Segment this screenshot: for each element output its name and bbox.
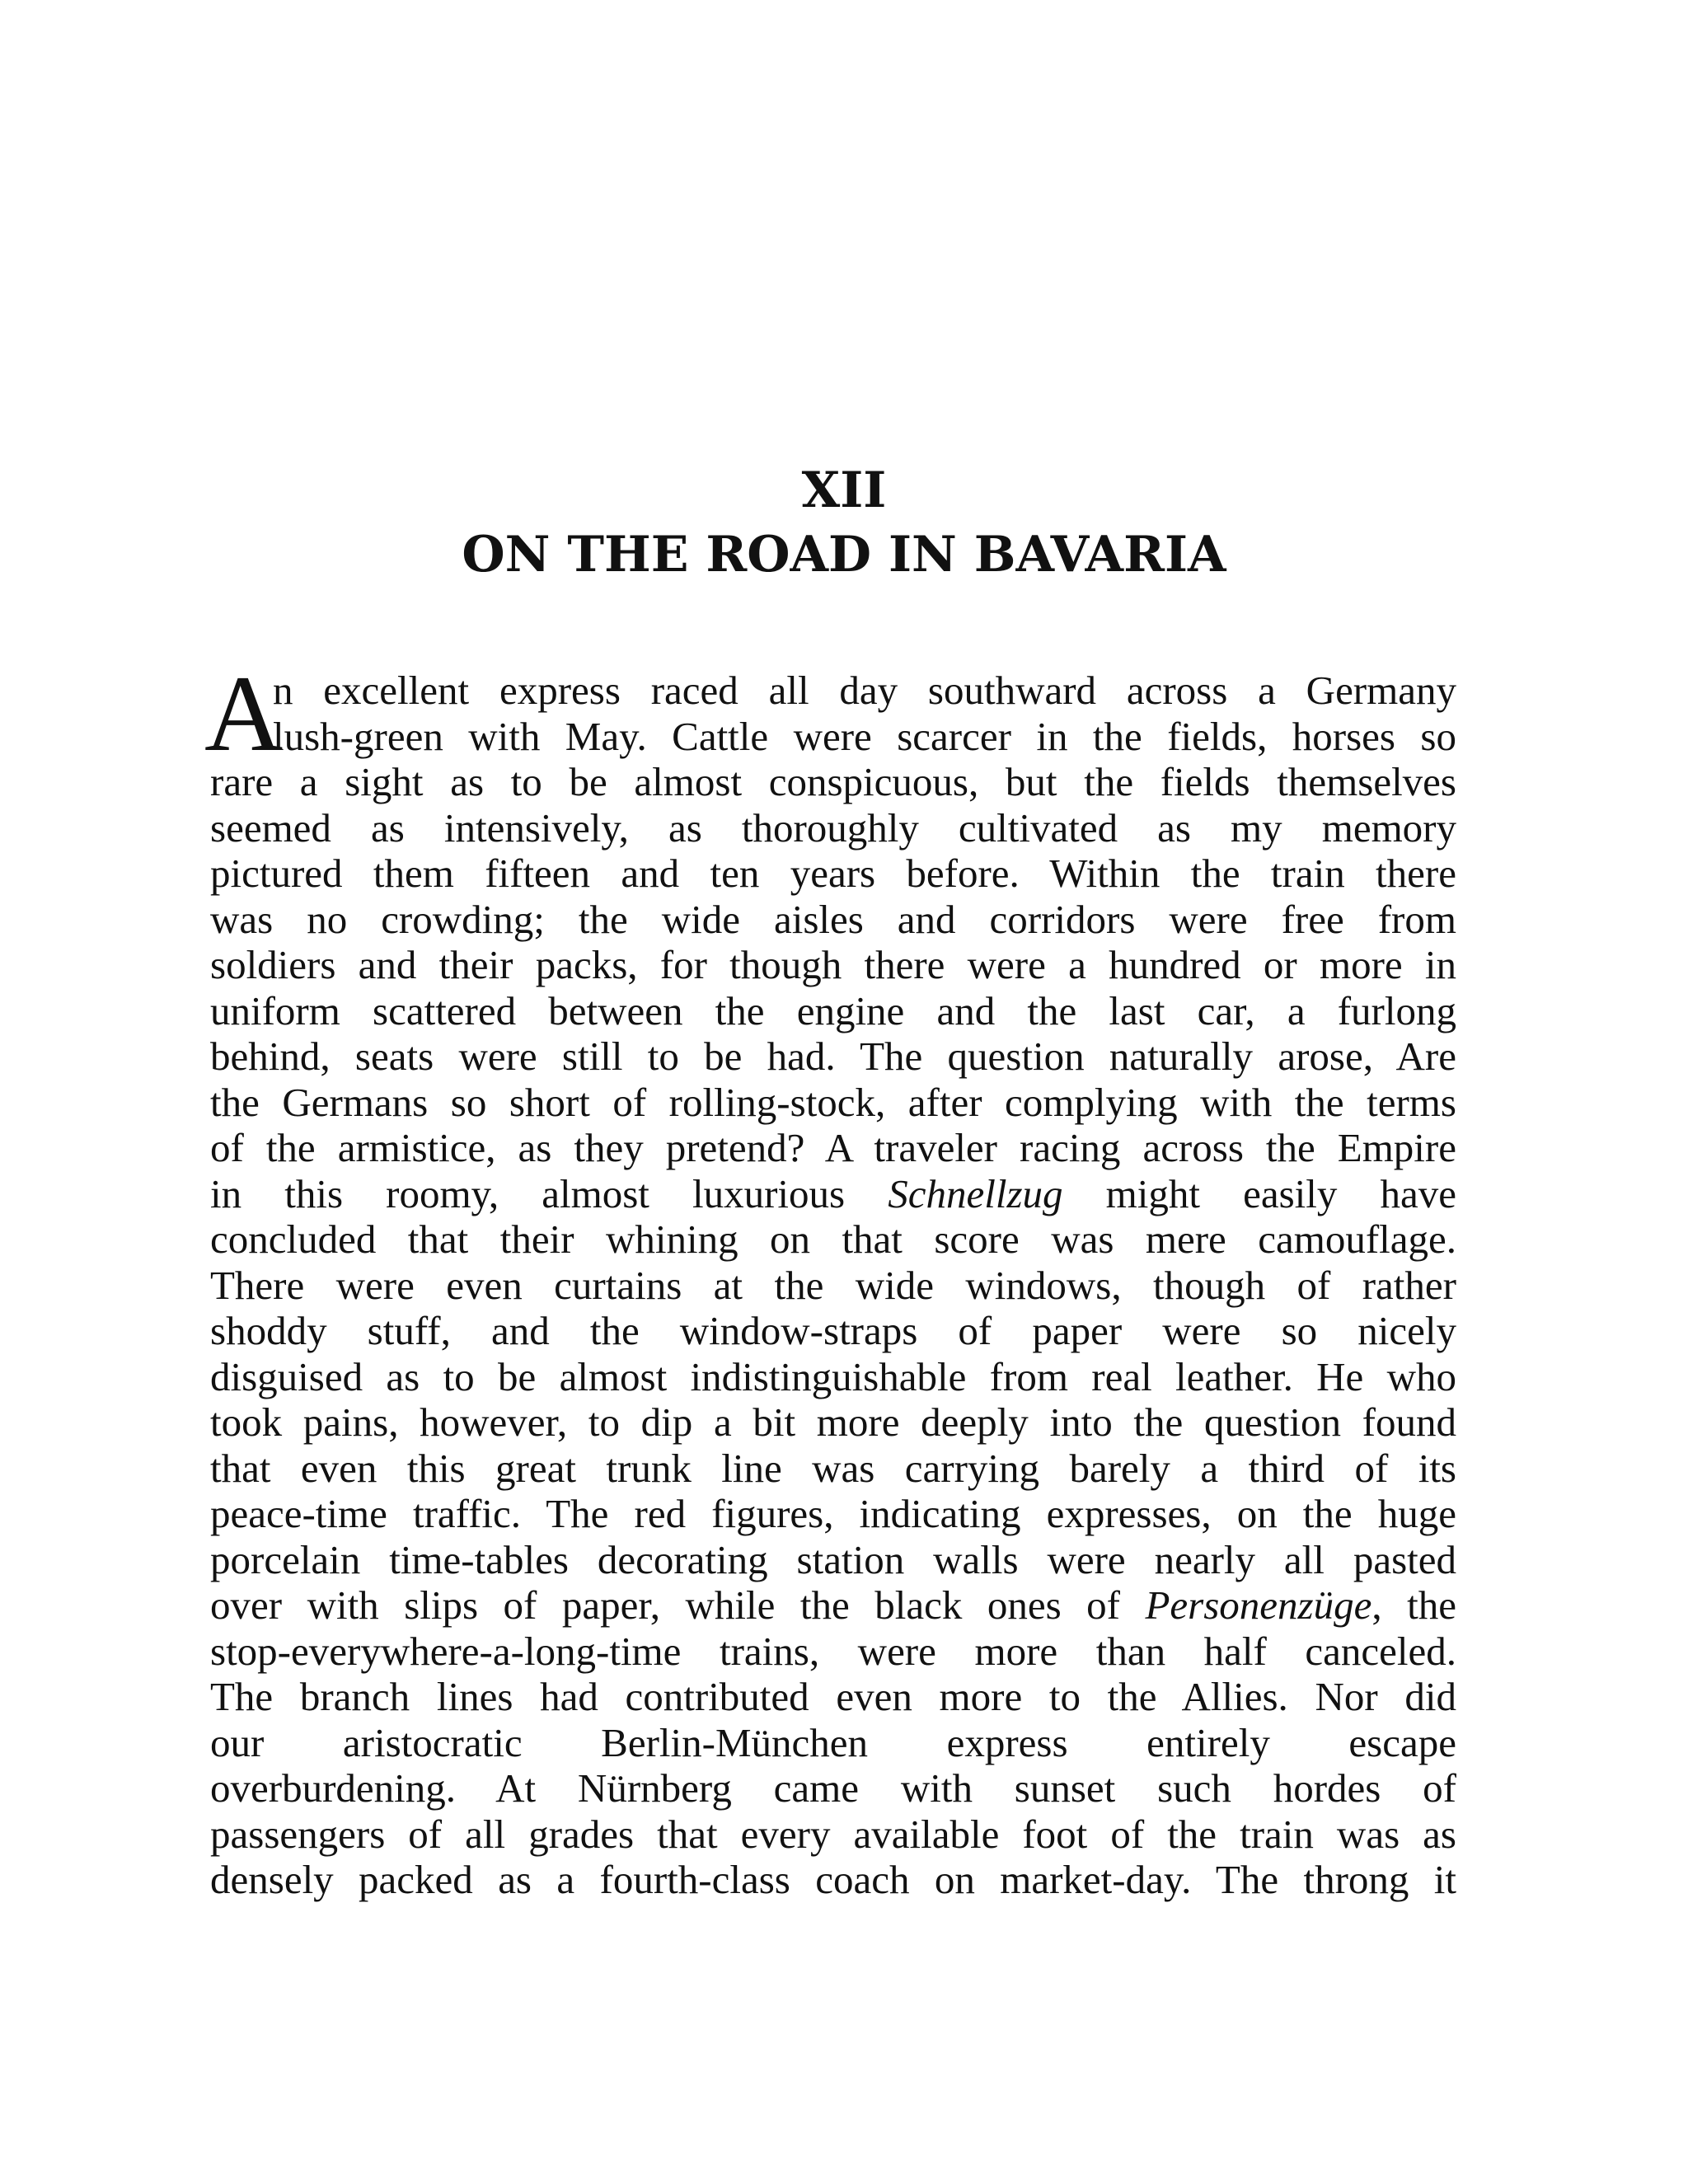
text-line: concluded that their whining on that score was mere camouflage. xyxy=(210,1216,1456,1262)
text-line: uniform scattered between the engine and the last car, a furlong xyxy=(210,987,1456,1033)
italic-word: Personenzüge xyxy=(1145,1582,1372,1628)
chapter-title: ON THE ROAD IN BAVARIA xyxy=(462,526,1226,583)
text-line-mixed xyxy=(210,1171,1456,1217)
text-line: seemed as intensively, as thoroughly cultivated as my memory xyxy=(210,804,1456,851)
text-line: our aristocratic Berlin-München express entirely escape xyxy=(210,1719,1456,1765)
text-segment: over with slips of paper, while the black ones of xyxy=(210,1582,1146,1628)
text-line: was no crowding; the wide aisles and corridors were free from xyxy=(210,896,1456,942)
text-line: stop-everywhere-a-long-time trains, were more than half canceled. xyxy=(210,1628,1456,1674)
text-line: passengers of all grades that every available foot of the train was as xyxy=(210,1811,1456,1857)
text-line: of the armistice, as they pretend? A traveler racing across the Empire xyxy=(210,1125,1456,1170)
text-line: overburdening. At Nürnberg came with sunset such hordes of xyxy=(210,1765,1456,1811)
text-line: took pains, however, to dip a bit more deeply into the question found xyxy=(210,1399,1456,1445)
text-line: porcelain time-tables decorating station walls were nearly all pasted xyxy=(210,1536,1456,1582)
italic-word: Schnellzug xyxy=(888,1170,1063,1216)
text-line: soldiers and their packs, for though there were a hundred or more in xyxy=(210,942,1456,987)
text-line: disguised as to be almost indistinguishable from real leather. He who xyxy=(210,1353,1456,1399)
text-line: rare a sight as to be almost conspicuous, but the fields themselves xyxy=(210,759,1456,804)
chapter-number: XII xyxy=(801,462,887,519)
text-segment: in this roomy, almost luxurious xyxy=(210,1170,889,1216)
text-line: The branch lines had contributed even more to the Allies. Nor did xyxy=(210,1674,1456,1719)
text-line-mixed xyxy=(210,1582,1456,1629)
chapter-heading xyxy=(0,458,1688,587)
text-line: pictured them fifteen and ten years before. Within the train there xyxy=(210,851,1456,896)
text-segment: , the xyxy=(1372,1582,1456,1628)
text-line: shoddy stuff, and the window-straps of paper were so nicely xyxy=(210,1308,1456,1353)
text-segment: might easily have xyxy=(1062,1170,1456,1216)
text-line: n excellent express raced all day southward across a Germany xyxy=(273,668,1456,713)
drop-cap: A xyxy=(204,653,284,774)
text-line: behind, seats were still to be had. The question naturally arose, Are xyxy=(210,1033,1456,1079)
text-line: There were even curtains at the wide windows, though of rather xyxy=(210,1262,1456,1308)
text-line: densely packed as a fourth-class coach on market-day. The throng it xyxy=(210,1857,1456,1902)
body-paragraph xyxy=(210,668,1456,1903)
text-line: that even this great trunk line was carrying barely a third of its xyxy=(210,1445,1456,1491)
text-line: peace-time traffic. The red figures, indicating expresses, on the huge xyxy=(210,1491,1456,1536)
text-line: lush-green with May. Cattle were scarcer in the fields, horses so xyxy=(273,713,1456,759)
text-line: the Germans so short of rolling-stock, after complying with the terms xyxy=(210,1079,1456,1125)
